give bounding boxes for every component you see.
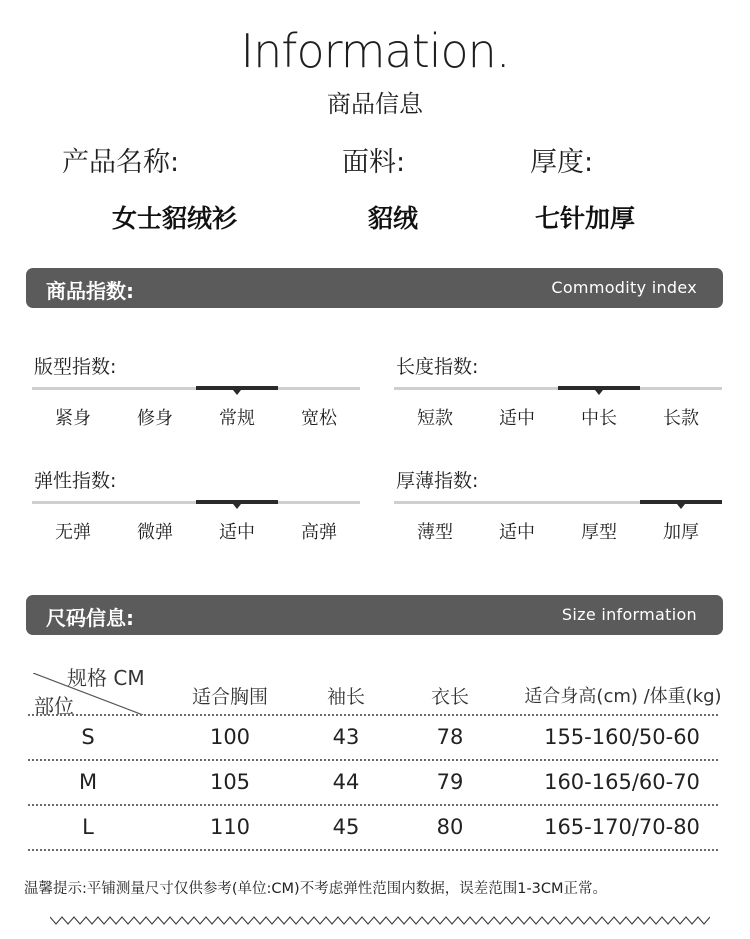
col-header-bust: 适合胸围	[191, 686, 268, 708]
thickness-option: 厚型	[581, 522, 617, 543]
length-option: 短款	[417, 408, 453, 429]
fit-cell: 160-165/60-70	[544, 770, 700, 794]
length-option: 长款	[663, 408, 699, 429]
fabric-label: 面料:	[342, 147, 406, 178]
fabric-value: 貂绒	[368, 204, 419, 233]
length-option: 中长	[581, 408, 617, 429]
bust-cell: 110	[209, 815, 251, 839]
col-header-sleeve: 袖长	[326, 686, 365, 708]
size-info-title: 尺码信息:	[46, 606, 134, 630]
col-header-length: 衣长	[430, 686, 469, 708]
table-corner-spec: 规格 CM	[67, 666, 145, 690]
sleeve-cell: 45	[332, 815, 360, 839]
fit-option: 宽松	[301, 408, 337, 429]
thickness-option: 加厚	[663, 522, 699, 543]
commodity-index-subtitle: Commodity index	[551, 278, 697, 297]
elasticity-index-track	[32, 501, 360, 504]
table-row	[28, 717, 718, 761]
thickness-option: 适中	[499, 522, 535, 543]
thickness-value: 七针加厚	[535, 204, 636, 233]
measurement-note: 温馨提示:平铺测量尺寸仅供参考(单位:CM)不考虑弹性范围内数据，误差范围1-3CM正常。	[24, 881, 608, 897]
size-cell: S	[81, 725, 95, 749]
length-index-title: 长度指数:	[396, 356, 479, 378]
col-header-fit: 适合身高(cm) /体重(kg)	[524, 686, 722, 707]
zigzag-divider	[50, 914, 710, 928]
fit-option: 修身	[137, 408, 173, 429]
table-row	[28, 807, 718, 851]
length-cell: 79	[436, 770, 464, 794]
fit-cell: 165-170/70-80	[544, 815, 700, 839]
length-cell: 78	[436, 725, 464, 749]
fit-index-marker	[196, 386, 278, 390]
size-info-band	[26, 595, 723, 635]
size-info-subtitle: Size information	[561, 605, 697, 624]
elasticity-index-title: 弹性指数:	[34, 470, 117, 492]
size-cell: M	[78, 770, 98, 794]
elasticity-option: 高弹	[301, 522, 337, 543]
product-name-label: 产品名称:	[62, 147, 180, 178]
table-divider	[28, 759, 718, 761]
thickness-index-track	[394, 501, 722, 504]
commodity-index-band	[26, 268, 723, 308]
elasticity-index-scale	[32, 501, 360, 544]
thickness-index-marker	[640, 500, 722, 504]
length-option: 适中	[499, 408, 535, 429]
thickness-index-title: 厚薄指数:	[396, 470, 479, 492]
table-divider	[28, 849, 718, 851]
size-cell: L	[82, 815, 94, 839]
elasticity-option: 适中	[219, 522, 255, 543]
thickness-label: 厚度:	[530, 147, 594, 178]
fit-option: 紧身	[55, 408, 91, 429]
length-cell: 80	[436, 815, 464, 839]
fit-option: 常规	[219, 408, 255, 429]
fit-index-title: 版型指数:	[34, 356, 117, 378]
thickness-option: 薄型	[417, 522, 453, 543]
thickness-index-scale	[394, 501, 722, 544]
fit-cell: 155-160/50-60	[544, 725, 700, 749]
elasticity-option: 无弹	[55, 522, 91, 543]
elasticity-index-marker	[196, 500, 278, 504]
fit-index-scale	[32, 387, 360, 430]
length-index-marker	[558, 386, 640, 390]
elasticity-option: 微弹	[137, 522, 173, 543]
table-row	[28, 762, 718, 806]
table-divider	[28, 714, 718, 716]
length-index-track	[394, 387, 722, 390]
length-index-scale	[394, 387, 722, 430]
bust-cell: 105	[209, 770, 251, 794]
bust-cell: 100	[209, 725, 251, 749]
product-name-value: 女士貂绒衫	[112, 204, 238, 233]
table-divider	[28, 804, 718, 806]
fit-index-track	[32, 387, 360, 390]
title-chinese: 商品信息	[327, 90, 423, 118]
sleeve-cell: 43	[332, 725, 360, 749]
sleeve-cell: 44	[332, 770, 360, 794]
table-corner-part: 部位	[34, 694, 74, 718]
commodity-index-title: 商品指数:	[46, 279, 134, 303]
title-english: Information.	[240, 24, 510, 78]
